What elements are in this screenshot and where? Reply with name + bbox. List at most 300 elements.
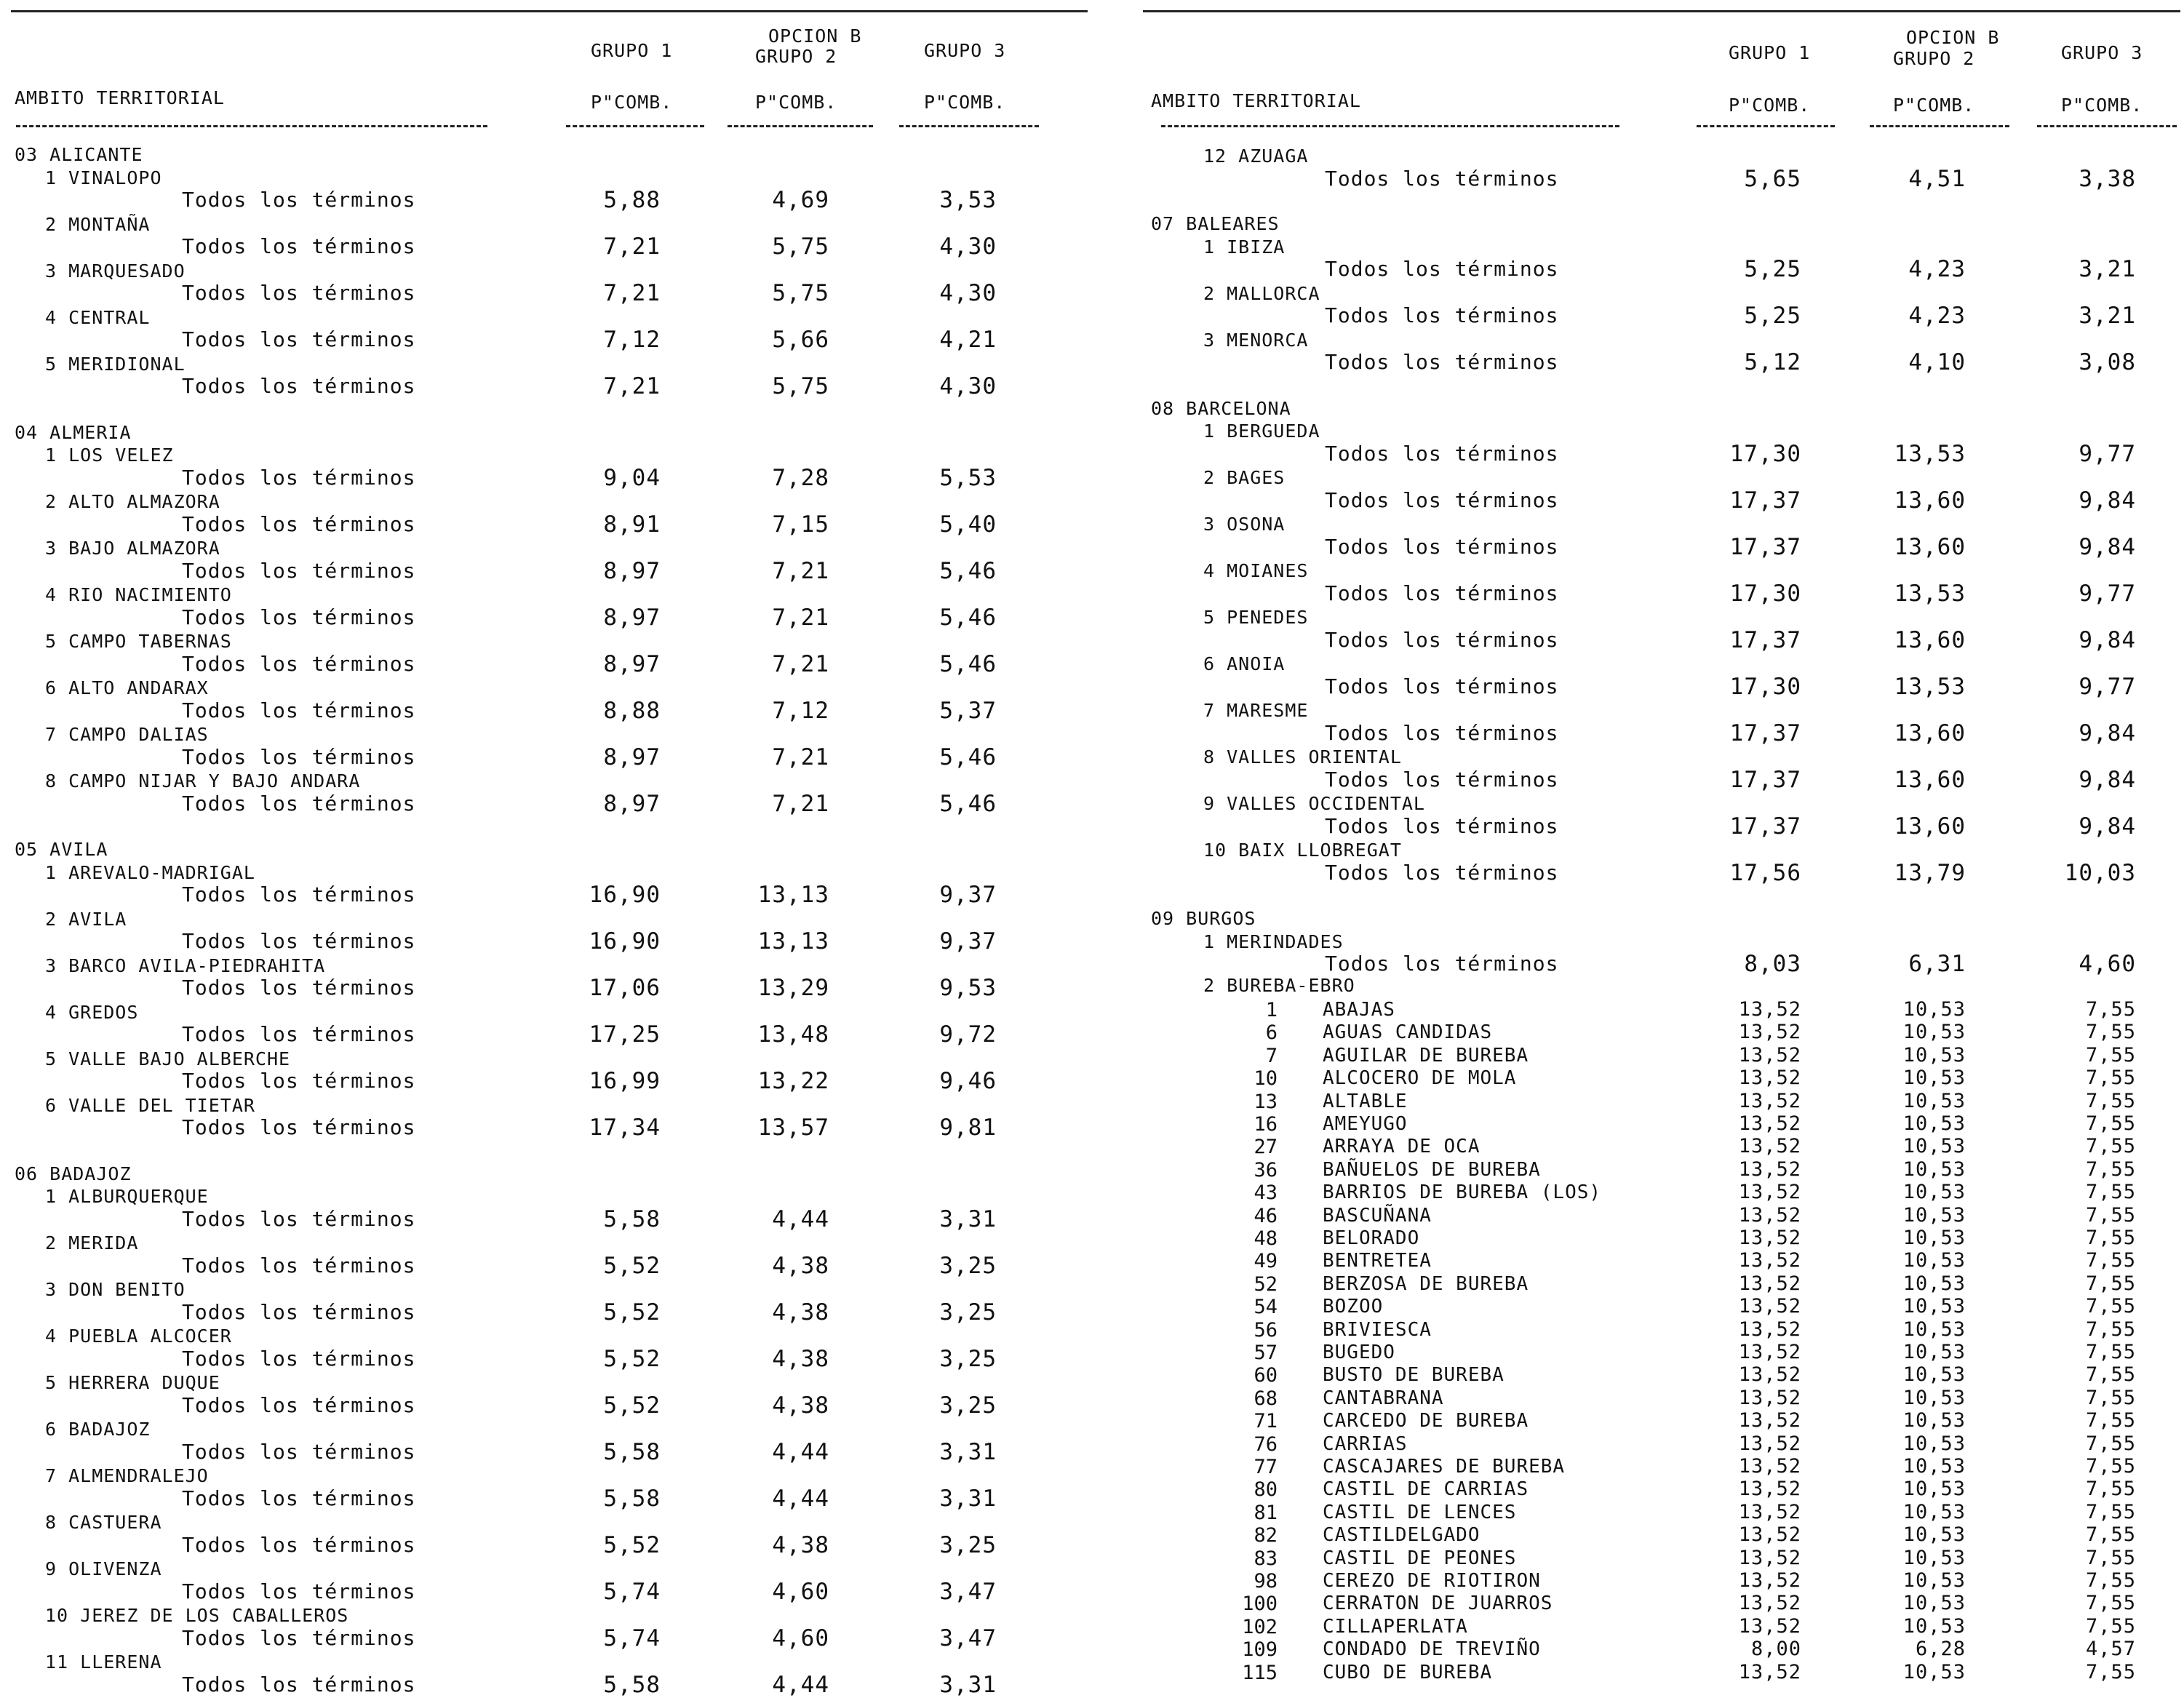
municipality-code: 83 <box>1254 1547 1278 1570</box>
municipality-name: BENTRETEA <box>1323 1250 1432 1272</box>
value-group-3: 5,53 <box>939 464 997 491</box>
value-group-3: 9,77 <box>2079 580 2136 607</box>
value-group-3: 7,55 <box>2085 1249 2136 1272</box>
todos-terminos-label: Todos los términos <box>182 1299 416 1324</box>
left-page <box>0 0 1091 1698</box>
comarca-label: 1 IBIZA <box>1203 236 1286 258</box>
value-group-2: 5,75 <box>772 373 829 399</box>
value-group-2: 4,10 <box>1908 349 1966 375</box>
value-group-2: 13,29 <box>757 975 829 1001</box>
value-group-1: 13,52 <box>1738 1067 1801 1090</box>
group-header-1: GRUPO 1 <box>1729 42 1811 63</box>
province-label: 09 BURGOS <box>1151 908 1256 929</box>
todos-terminos-label: Todos los términos <box>1325 350 1559 374</box>
comarca-label: 3 DON BENITO <box>45 1279 186 1300</box>
pcomb-header-2: P"COMB. <box>755 92 837 113</box>
province-label: 08 BARCELONA <box>1151 397 1291 419</box>
comarca-label: 7 CAMPO DALIAS <box>45 724 209 745</box>
value-group-3: 9,84 <box>2079 720 2136 746</box>
value-group-1: 13,52 <box>1738 1043 1801 1067</box>
value-group-2: 13,57 <box>757 1115 829 1141</box>
todos-terminos-label: Todos los términos <box>1325 581 1559 605</box>
value-group-1: 13,52 <box>1738 1089 1801 1112</box>
value-group-2: 4,38 <box>772 1299 829 1326</box>
value-group-2: 10,53 <box>1902 1067 1966 1090</box>
value-group-2: 10,53 <box>1902 1089 1966 1112</box>
value-group-3: 5,37 <box>939 697 997 724</box>
municipality-code: 82 <box>1254 1524 1278 1547</box>
value-group-3: 3,53 <box>939 187 997 213</box>
todos-terminos-label: Todos los términos <box>182 188 416 212</box>
value-group-1: 13,52 <box>1738 1272 1801 1295</box>
comarca-label: 3 MENORCA <box>1203 329 1309 351</box>
value-group-1: 17,30 <box>1729 673 1801 700</box>
municipality-name: CARCEDO DE BUREBA <box>1323 1410 1529 1432</box>
value-group-3: 3,31 <box>939 1671 997 1698</box>
todos-terminos-label: Todos los términos <box>182 281 416 305</box>
value-group-2: 13,60 <box>1894 720 1966 746</box>
province-label: 06 BADAJOZ <box>15 1163 132 1184</box>
todos-terminos-label: Todos los términos <box>1325 674 1559 698</box>
value-group-1: 7,21 <box>603 373 661 399</box>
value-group-3: 4,21 <box>939 327 997 353</box>
value-group-2: 10,53 <box>1902 1181 1966 1204</box>
comarca-label: 8 VALLES ORIENTAL <box>1203 746 1402 768</box>
municipality-code: 115 <box>1242 1661 1278 1684</box>
todos-terminos-label: Todos los términos <box>1325 441 1559 466</box>
municipality-name: BARRIOS DE BUREBA (LOS) <box>1323 1181 1602 1204</box>
value-group-2: 4,44 <box>772 1438 829 1465</box>
municipality-code: 10 <box>1254 1067 1278 1091</box>
comarca-label: 2 BUREBA-EBRO <box>1203 974 1355 996</box>
comarca-label: 1 ALBURQUERQUE <box>45 1186 209 1207</box>
todos-terminos-label: Todos los términos <box>1325 720 1559 745</box>
value-group-2: 10,53 <box>1902 1341 1966 1363</box>
municipality-name: BELORADO <box>1323 1227 1420 1249</box>
municipality-name: CASTIL DE LENCES <box>1323 1501 1517 1523</box>
todos-terminos-label: Todos los términos <box>1325 860 1559 885</box>
comarca-label: 4 PUEBLA ALCOCER <box>45 1326 232 1347</box>
municipality-name: BRIVIESCA <box>1323 1318 1432 1341</box>
comarca-label: 1 BERGUEDA <box>1203 420 1320 442</box>
todos-terminos-label: Todos los términos <box>1325 767 1559 792</box>
municipality-name: ABAJAS <box>1323 999 1395 1021</box>
value-group-1: 17,34 <box>589 1115 661 1141</box>
todos-terminos-label: Todos los términos <box>182 1115 416 1139</box>
value-group-2: 10,53 <box>1902 1043 1966 1067</box>
top-rule <box>11 10 1088 12</box>
value-group-1: 13,52 <box>1738 1203 1801 1227</box>
value-group-3: 9,37 <box>939 928 997 954</box>
comarca-label: 6 VALLE DEL TIETAR <box>45 1094 255 1116</box>
value-group-1: 17,37 <box>1729 487 1801 514</box>
value-group-2: 13,60 <box>1894 813 1966 840</box>
value-group-2: 13,60 <box>1894 626 1966 653</box>
value-group-2: 10,53 <box>1902 1614 1966 1638</box>
todos-terminos-label: Todos los términos <box>1325 627 1559 652</box>
value-group-3: 3,25 <box>939 1392 997 1419</box>
comarca-label: 5 HERRERA DUQUE <box>45 1372 220 1393</box>
value-group-1: 17,37 <box>1729 533 1801 560</box>
value-group-1: 13,52 <box>1738 1523 1801 1547</box>
todos-terminos-label: Todos los términos <box>182 744 416 769</box>
pcomb-header-3: P"COMB. <box>2061 95 2143 116</box>
comarca-label: 2 AVILA <box>45 908 127 930</box>
value-group-1: 5,52 <box>603 1345 661 1372</box>
value-group-2: 10,53 <box>1902 1227 1966 1249</box>
value-group-3: 3,31 <box>939 1485 997 1512</box>
value-group-1: 8,03 <box>1744 951 1801 977</box>
value-group-2: 10,53 <box>1902 998 1966 1021</box>
value-group-1: 17,37 <box>1729 720 1801 746</box>
value-group-1: 8,88 <box>603 697 661 724</box>
value-group-3: 4,30 <box>939 373 997 399</box>
value-group-3: 9,72 <box>939 1021 997 1048</box>
value-group-2: 4,44 <box>772 1485 829 1512</box>
comarca-label: 2 BAGES <box>1203 467 1286 488</box>
municipality-code: 13 <box>1254 1090 1278 1113</box>
municipality-name: CASTIL DE PEONES <box>1323 1547 1517 1569</box>
value-group-3: 7,55 <box>2085 1500 2136 1523</box>
value-group-3: 7,55 <box>2085 1067 2136 1090</box>
province-label: 04 ALMERIA <box>15 421 132 443</box>
todos-terminos-label: Todos los términos <box>182 1253 416 1278</box>
value-group-2: 4,38 <box>772 1392 829 1419</box>
value-group-1: 13,52 <box>1738 1500 1801 1523</box>
pcomb-header-2: P"COMB. <box>1893 95 1975 116</box>
value-group-3: 7,55 <box>2085 1043 2136 1067</box>
todos-terminos-label: Todos los términos <box>182 558 416 583</box>
value-group-1: 13,52 <box>1738 1455 1801 1478</box>
todos-terminos-label: Todos los términos <box>182 1346 416 1371</box>
municipality-code: 52 <box>1254 1272 1278 1296</box>
value-group-1: 13,52 <box>1738 998 1801 1021</box>
value-group-2: 13,60 <box>1894 487 1966 514</box>
value-group-1: 13,52 <box>1738 1157 1801 1181</box>
todos-terminos-label: Todos los términos <box>182 651 416 676</box>
value-group-2: 13,48 <box>757 1021 829 1048</box>
top-rule <box>1143 10 2180 12</box>
value-group-2: 10,53 <box>1902 1455 1966 1478</box>
todos-terminos-label: Todos los términos <box>182 1579 416 1603</box>
value-group-3: 5,46 <box>939 604 997 631</box>
comarca-label: 6 BADAJOZ <box>45 1419 151 1440</box>
comarca-label: 3 BARCO AVILA-PIEDRAHITA <box>45 954 326 976</box>
municipality-code: 16 <box>1254 1113 1278 1136</box>
municipality-code: 7 <box>1265 1044 1278 1067</box>
municipality-code: 81 <box>1254 1501 1278 1524</box>
value-group-2: 4,51 <box>1908 165 1966 192</box>
header-dash-rule <box>728 125 873 127</box>
value-group-1: 8,97 <box>603 650 661 677</box>
value-group-2: 10,53 <box>1902 1249 1966 1272</box>
comarca-label: 5 MERIDIONAL <box>45 353 186 375</box>
value-group-2: 4,23 <box>1908 256 1966 282</box>
todos-terminos-label: Todos los términos <box>182 882 416 906</box>
value-group-1: 13,52 <box>1738 1546 1801 1569</box>
value-group-2: 10,53 <box>1902 1021 1966 1044</box>
value-group-3: 9,84 <box>2079 626 2136 653</box>
comarca-label: 1 MERINDADES <box>1203 930 1344 952</box>
municipality-code: 46 <box>1254 1204 1278 1227</box>
municipality-code: 57 <box>1254 1342 1278 1364</box>
municipality-code: 27 <box>1254 1136 1278 1159</box>
municipality-name: CILLAPERLATA <box>1323 1615 1468 1638</box>
value-group-3: 7,55 <box>2085 1546 2136 1569</box>
value-group-3: 7,55 <box>2085 1227 2136 1249</box>
municipality-code: 77 <box>1254 1456 1278 1478</box>
todos-terminos-label: Todos los términos <box>182 698 416 722</box>
value-group-2: 10,53 <box>1902 1478 1966 1501</box>
comarca-label: 3 MARQUESADO <box>45 260 186 282</box>
todos-terminos-label: Todos los términos <box>1325 257 1559 281</box>
value-group-3: 7,55 <box>2085 1021 2136 1044</box>
value-group-2: 10,53 <box>1902 1546 1966 1569</box>
value-group-3: 9,84 <box>2079 533 2136 560</box>
comarca-label: 3 OSONA <box>1203 514 1286 535</box>
value-group-1: 8,97 <box>603 557 661 584</box>
value-group-3: 7,55 <box>2085 1569 2136 1592</box>
value-group-2: 13,13 <box>757 928 829 954</box>
province-label: 07 BALEARES <box>1151 213 1280 234</box>
comarca-label: 5 VALLE BAJO ALBERCHE <box>45 1048 291 1069</box>
value-group-2: 7,12 <box>772 697 829 724</box>
municipality-name: CASTILDELGADO <box>1323 1524 1480 1547</box>
todos-terminos-label: Todos los términos <box>182 327 416 351</box>
opcion-b-header: OPCION B <box>1906 27 2000 48</box>
municipality-code: 71 <box>1254 1410 1278 1433</box>
value-group-1: 8,97 <box>603 604 661 631</box>
value-group-3: 4,30 <box>939 234 997 260</box>
value-group-2: 5,75 <box>772 234 829 260</box>
value-group-1: 17,06 <box>589 975 661 1001</box>
value-group-1: 8,00 <box>1750 1638 1801 1661</box>
comarca-label: 2 MALLORCA <box>1203 282 1320 304</box>
value-group-1: 13,52 <box>1738 1569 1801 1592</box>
group-header-2: GRUPO 2 <box>1893 48 1975 69</box>
value-group-3: 9,77 <box>2079 440 2136 467</box>
municipality-name: BASCUÑANA <box>1323 1204 1432 1227</box>
value-group-3: 7,55 <box>2085 1455 2136 1478</box>
value-group-3: 7,55 <box>2085 1409 2136 1432</box>
value-group-1: 5,52 <box>603 1299 661 1326</box>
pcomb-header-1: P"COMB. <box>1729 95 1811 116</box>
value-group-1: 5,65 <box>1744 165 1801 192</box>
value-group-1: 17,30 <box>1729 440 1801 467</box>
value-group-1: 7,12 <box>603 327 661 353</box>
value-group-3: 3,25 <box>939 1345 997 1372</box>
todos-terminos-label: Todos los términos <box>1325 813 1559 838</box>
value-group-3: 4,57 <box>2085 1638 2136 1661</box>
value-group-2: 10,53 <box>1902 1112 1966 1135</box>
header-dash-rule <box>2037 125 2177 127</box>
municipality-code: 76 <box>1254 1432 1278 1456</box>
value-group-1: 5,25 <box>1744 303 1801 329</box>
comarca-label: 6 ANOIA <box>1203 653 1286 674</box>
municipality-name: CEREZO DE RIOTIRON <box>1323 1570 1541 1592</box>
value-group-1: 9,04 <box>603 464 661 491</box>
ambito-territorial-header: AMBITO TERRITORIAL <box>15 87 225 108</box>
header-dash-rule <box>1697 125 1835 127</box>
municipality-code: 56 <box>1254 1318 1278 1342</box>
municipality-code: 102 <box>1242 1615 1278 1638</box>
todos-terminos-label: Todos los términos <box>1325 952 1559 976</box>
value-group-3: 9,46 <box>939 1068 997 1094</box>
value-group-3: 7,55 <box>2085 1089 2136 1112</box>
value-group-3: 5,40 <box>939 511 997 538</box>
municipality-name: ARRAYA DE OCA <box>1323 1136 1480 1158</box>
municipality-name: CARRIAS <box>1323 1432 1408 1455</box>
value-group-3: 9,77 <box>2079 673 2136 700</box>
value-group-2: 13,60 <box>1894 533 1966 560</box>
value-group-3: 3,31 <box>939 1205 997 1232</box>
value-group-3: 3,25 <box>939 1252 997 1279</box>
todos-terminos-label: Todos los términos <box>182 1672 416 1697</box>
value-group-3: 9,37 <box>939 882 997 908</box>
group-header-2: GRUPO 2 <box>755 46 837 67</box>
todos-terminos-label: Todos los términos <box>182 976 416 1000</box>
todos-terminos-label: Todos los términos <box>1325 487 1559 512</box>
todos-terminos-label: Todos los términos <box>182 1206 416 1231</box>
value-group-1: 13,52 <box>1738 1181 1801 1204</box>
municipality-code: 109 <box>1242 1638 1278 1662</box>
comarca-label: 1 AREVALO-MADRIGAL <box>45 861 255 883</box>
value-group-2: 13,53 <box>1894 673 1966 700</box>
value-group-1: 17,37 <box>1729 626 1801 653</box>
value-group-1: 8,97 <box>603 744 661 770</box>
municipality-code: 68 <box>1254 1387 1278 1410</box>
municipality-name: CASTIL DE CARRIAS <box>1323 1478 1529 1501</box>
header-dash-rule <box>566 125 704 127</box>
comarca-label: 6 ALTO ANDARAX <box>45 677 209 698</box>
value-group-3: 9,84 <box>2079 813 2136 840</box>
comarca-label: 1 VINALOPO <box>45 167 162 188</box>
comarca-label: 11 LLERENA <box>45 1651 162 1673</box>
pcomb-header-1: P"COMB. <box>591 92 673 113</box>
municipality-code: 49 <box>1254 1250 1278 1273</box>
comarca-label: 3 BAJO ALMAZORA <box>45 538 220 559</box>
comarca-label: 2 MERIDA <box>45 1232 139 1253</box>
value-group-1: 17,30 <box>1729 580 1801 607</box>
value-group-3: 3,21 <box>2079 256 2136 282</box>
comarca-label: 8 CAMPO NIJAR Y BAJO ANDARA <box>45 770 361 792</box>
comarca-label: 4 CENTRAL <box>45 306 151 328</box>
value-group-2: 7,21 <box>772 604 829 631</box>
comarca-label: 4 MOIANES <box>1203 560 1309 581</box>
value-group-2: 7,21 <box>772 557 829 584</box>
comarca-label: 9 VALLES OCCIDENTAL <box>1203 793 1425 814</box>
value-group-1: 8,91 <box>603 511 661 538</box>
value-group-3: 7,55 <box>2085 1386 2136 1409</box>
todos-terminos-label: Todos los términos <box>182 1069 416 1093</box>
value-group-2: 5,66 <box>772 327 829 353</box>
value-group-3: 7,55 <box>2085 1523 2136 1547</box>
value-group-1: 5,88 <box>603 187 661 213</box>
value-group-3: 7,55 <box>2085 1363 2136 1387</box>
value-group-3: 3,38 <box>2079 165 2136 192</box>
value-group-1: 5,74 <box>603 1625 661 1651</box>
comarca-label: 12 AZUAGA <box>1203 146 1309 167</box>
value-group-2: 13,60 <box>1894 766 1966 793</box>
value-group-1: 13,52 <box>1738 1341 1801 1363</box>
value-group-2: 10,53 <box>1902 1272 1966 1295</box>
value-group-1: 5,52 <box>603 1252 661 1279</box>
value-group-3: 7,55 <box>2085 1181 2136 1204</box>
value-group-1: 5,58 <box>603 1205 661 1232</box>
municipality-code: 100 <box>1242 1593 1278 1616</box>
comarca-label: 1 LOS VELEZ <box>45 445 174 466</box>
header-dash-rule <box>1161 125 1619 127</box>
value-group-1: 17,25 <box>589 1021 661 1048</box>
value-group-1: 13,52 <box>1738 1363 1801 1387</box>
municipality-code: 43 <box>1254 1181 1278 1205</box>
comarca-label: 7 MARESME <box>1203 700 1309 721</box>
todos-terminos-label: Todos los términos <box>182 929 416 953</box>
value-group-2: 4,44 <box>772 1205 829 1232</box>
value-group-1: 13,52 <box>1738 1135 1801 1158</box>
todos-terminos-label: Todos los términos <box>182 1022 416 1046</box>
todos-terminos-label: Todos los términos <box>182 605 416 629</box>
value-group-1: 5,25 <box>1744 256 1801 282</box>
value-group-3: 7,55 <box>2085 1295 2136 1318</box>
value-group-3: 3,31 <box>939 1438 997 1465</box>
value-group-3: 10,03 <box>2064 859 2136 886</box>
municipality-name: CUBO DE BUREBA <box>1323 1661 1493 1683</box>
value-group-1: 17,37 <box>1729 766 1801 793</box>
value-group-1: 13,52 <box>1738 1112 1801 1135</box>
value-group-1: 5,58 <box>603 1671 661 1698</box>
value-group-2: 4,44 <box>772 1671 829 1698</box>
value-group-2: 10,53 <box>1902 1135 1966 1158</box>
header-dash-rule <box>899 125 1039 127</box>
comarca-label: 10 BAIX LLOBREGAT <box>1203 840 1402 861</box>
value-group-1: 5,52 <box>603 1392 661 1419</box>
todos-terminos-label: Todos los términos <box>1325 166 1559 191</box>
todos-terminos-label: Todos los términos <box>182 1625 416 1650</box>
value-group-2: 13,22 <box>757 1068 829 1094</box>
municipality-name: AGUAS CANDIDAS <box>1323 1021 1493 1044</box>
value-group-3: 7,55 <box>2085 1135 2136 1158</box>
value-group-3: 4,30 <box>939 280 997 306</box>
municipality-name: BUGEDO <box>1323 1342 1395 1363</box>
value-group-3: 3,25 <box>939 1299 997 1326</box>
value-group-2: 7,21 <box>772 744 829 770</box>
opcion-b-header: OPCION B <box>768 25 862 47</box>
value-group-3: 5,46 <box>939 790 997 817</box>
value-group-2: 13,13 <box>757 882 829 908</box>
comarca-label: 4 RIO NACIMIENTO <box>45 584 232 605</box>
municipality-name: CASCAJARES DE BUREBA <box>1323 1456 1566 1478</box>
value-group-2: 7,21 <box>772 650 829 677</box>
comarca-label: 2 ALTO ALMAZORA <box>45 491 220 512</box>
value-group-2: 7,21 <box>772 790 829 817</box>
value-group-3: 3,25 <box>939 1531 997 1558</box>
value-group-3: 9,84 <box>2079 766 2136 793</box>
value-group-1: 5,52 <box>603 1531 661 1558</box>
value-group-3: 9,81 <box>939 1115 997 1141</box>
value-group-3: 7,55 <box>2085 998 2136 1021</box>
value-group-2: 4,38 <box>772 1252 829 1279</box>
value-group-3: 5,46 <box>939 557 997 584</box>
comarca-label: 7 ALMENDRALEJO <box>45 1465 209 1486</box>
value-group-3: 7,55 <box>2085 1341 2136 1363</box>
value-group-2: 5,75 <box>772 280 829 306</box>
value-group-2: 10,53 <box>1902 1660 1966 1683</box>
value-group-1: 5,74 <box>603 1578 661 1605</box>
value-group-1: 13,52 <box>1738 1592 1801 1615</box>
value-group-2: 10,53 <box>1902 1592 1966 1615</box>
municipality-name: ALCOCERO DE MOLA <box>1323 1067 1517 1090</box>
